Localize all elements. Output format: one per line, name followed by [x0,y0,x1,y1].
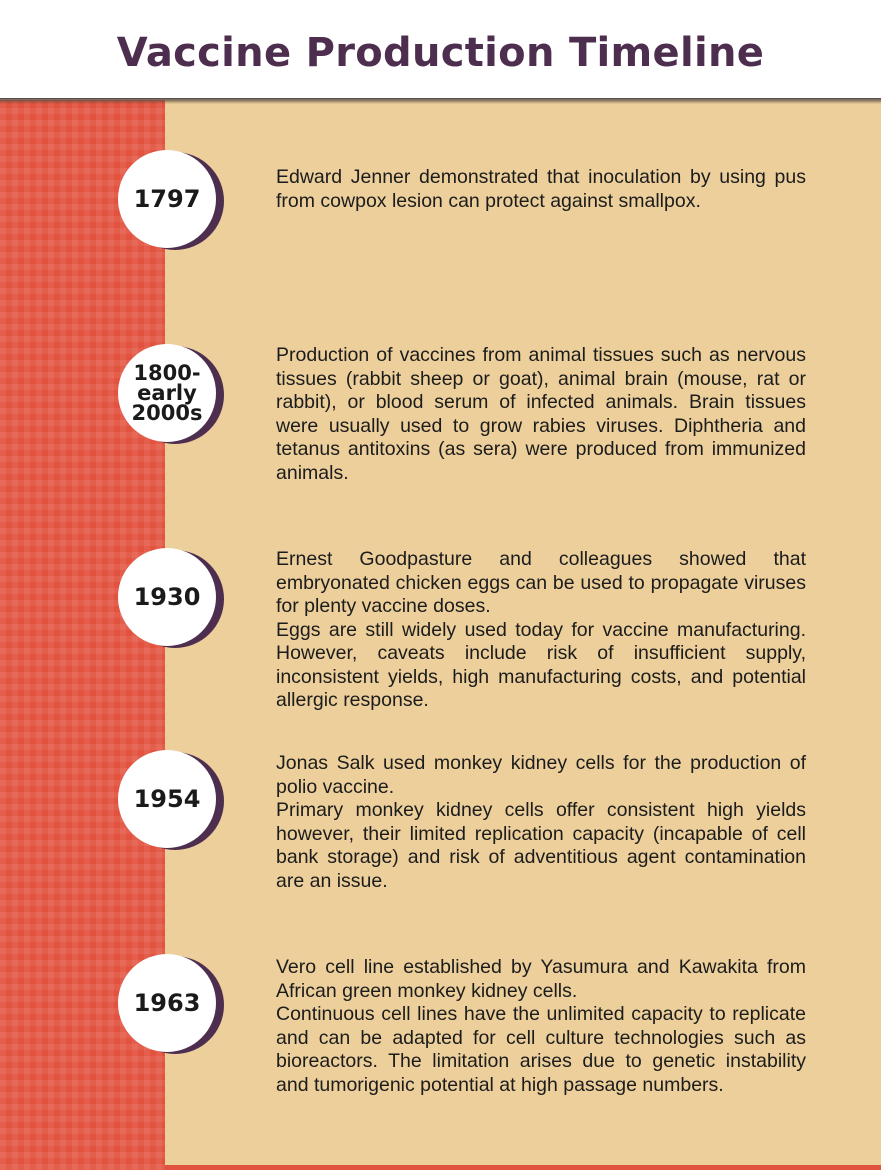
entry-paragraph: Jonas Salk used monkey kidney cells for the production of polio vaccine. [276,752,806,798]
entry-description [276,548,806,713]
entry-paragraph: Continuous cell lines have the unlimited capacity to replicate and can be adapted for cell culture technologies such as bioreactors. The limitation arises due to genetic instability and tumorigenic potential at high passage numbers. [276,1003,806,1096]
bottom-border [165,1165,881,1170]
year-badge [118,954,216,1052]
entry-paragraph: Vero cell line established by Yasumura and Kawakita from African green monkey kidney cells. [276,956,806,1002]
year-label: 1797 [133,185,201,213]
year-label: 1800- early 2000s [131,361,203,425]
entry-paragraph: Production of vaccines from animal tissues such as nervous tissues (rabbit sheep or goat), animal brain (mouse, rat or rabbit), or blood serum of infected animals. Brain tissues were usually used to grow rabies viruses. Diphtheria and tetanus antitoxins (as sera) were produced from immunized animals. [276,344,806,484]
entry-description [276,166,806,213]
year-label: 1954 [133,785,201,813]
entry-description [276,956,806,1097]
year-label: 1930 [133,583,201,611]
entry-description [276,344,806,485]
year-badge [118,344,216,442]
header-shadow [0,98,881,104]
entry-paragraph: Primary monkey kidney cells offer consistent high yields however, their limited replication capacity (incapable of cell bank storage) and risk of adventitious agent contamination are an issue. [276,799,806,892]
entry-paragraph: Ernest Goodpasture and colleagues showed that embryonated chicken eggs can be used to propagate viruses for plenty vaccine doses. [276,548,806,617]
year-badge [118,548,216,646]
header [0,0,881,100]
page-title: Vaccine Production Timeline [116,30,765,76]
entry-paragraph: Edward Jenner demonstrated that inoculation by using pus from cowpox lesion can protect against smallpox. [276,166,806,212]
year-badge [118,150,216,248]
entry-description [276,752,806,893]
year-badge [118,750,216,848]
year-label: 1963 [133,989,201,1017]
entry-paragraph: Eggs are still widely used today for vaccine manufacturing. However, caveats include risk of insufficient supply, inconsistent yields, high manufacturing costs, and potential allergic response. [276,618,806,711]
